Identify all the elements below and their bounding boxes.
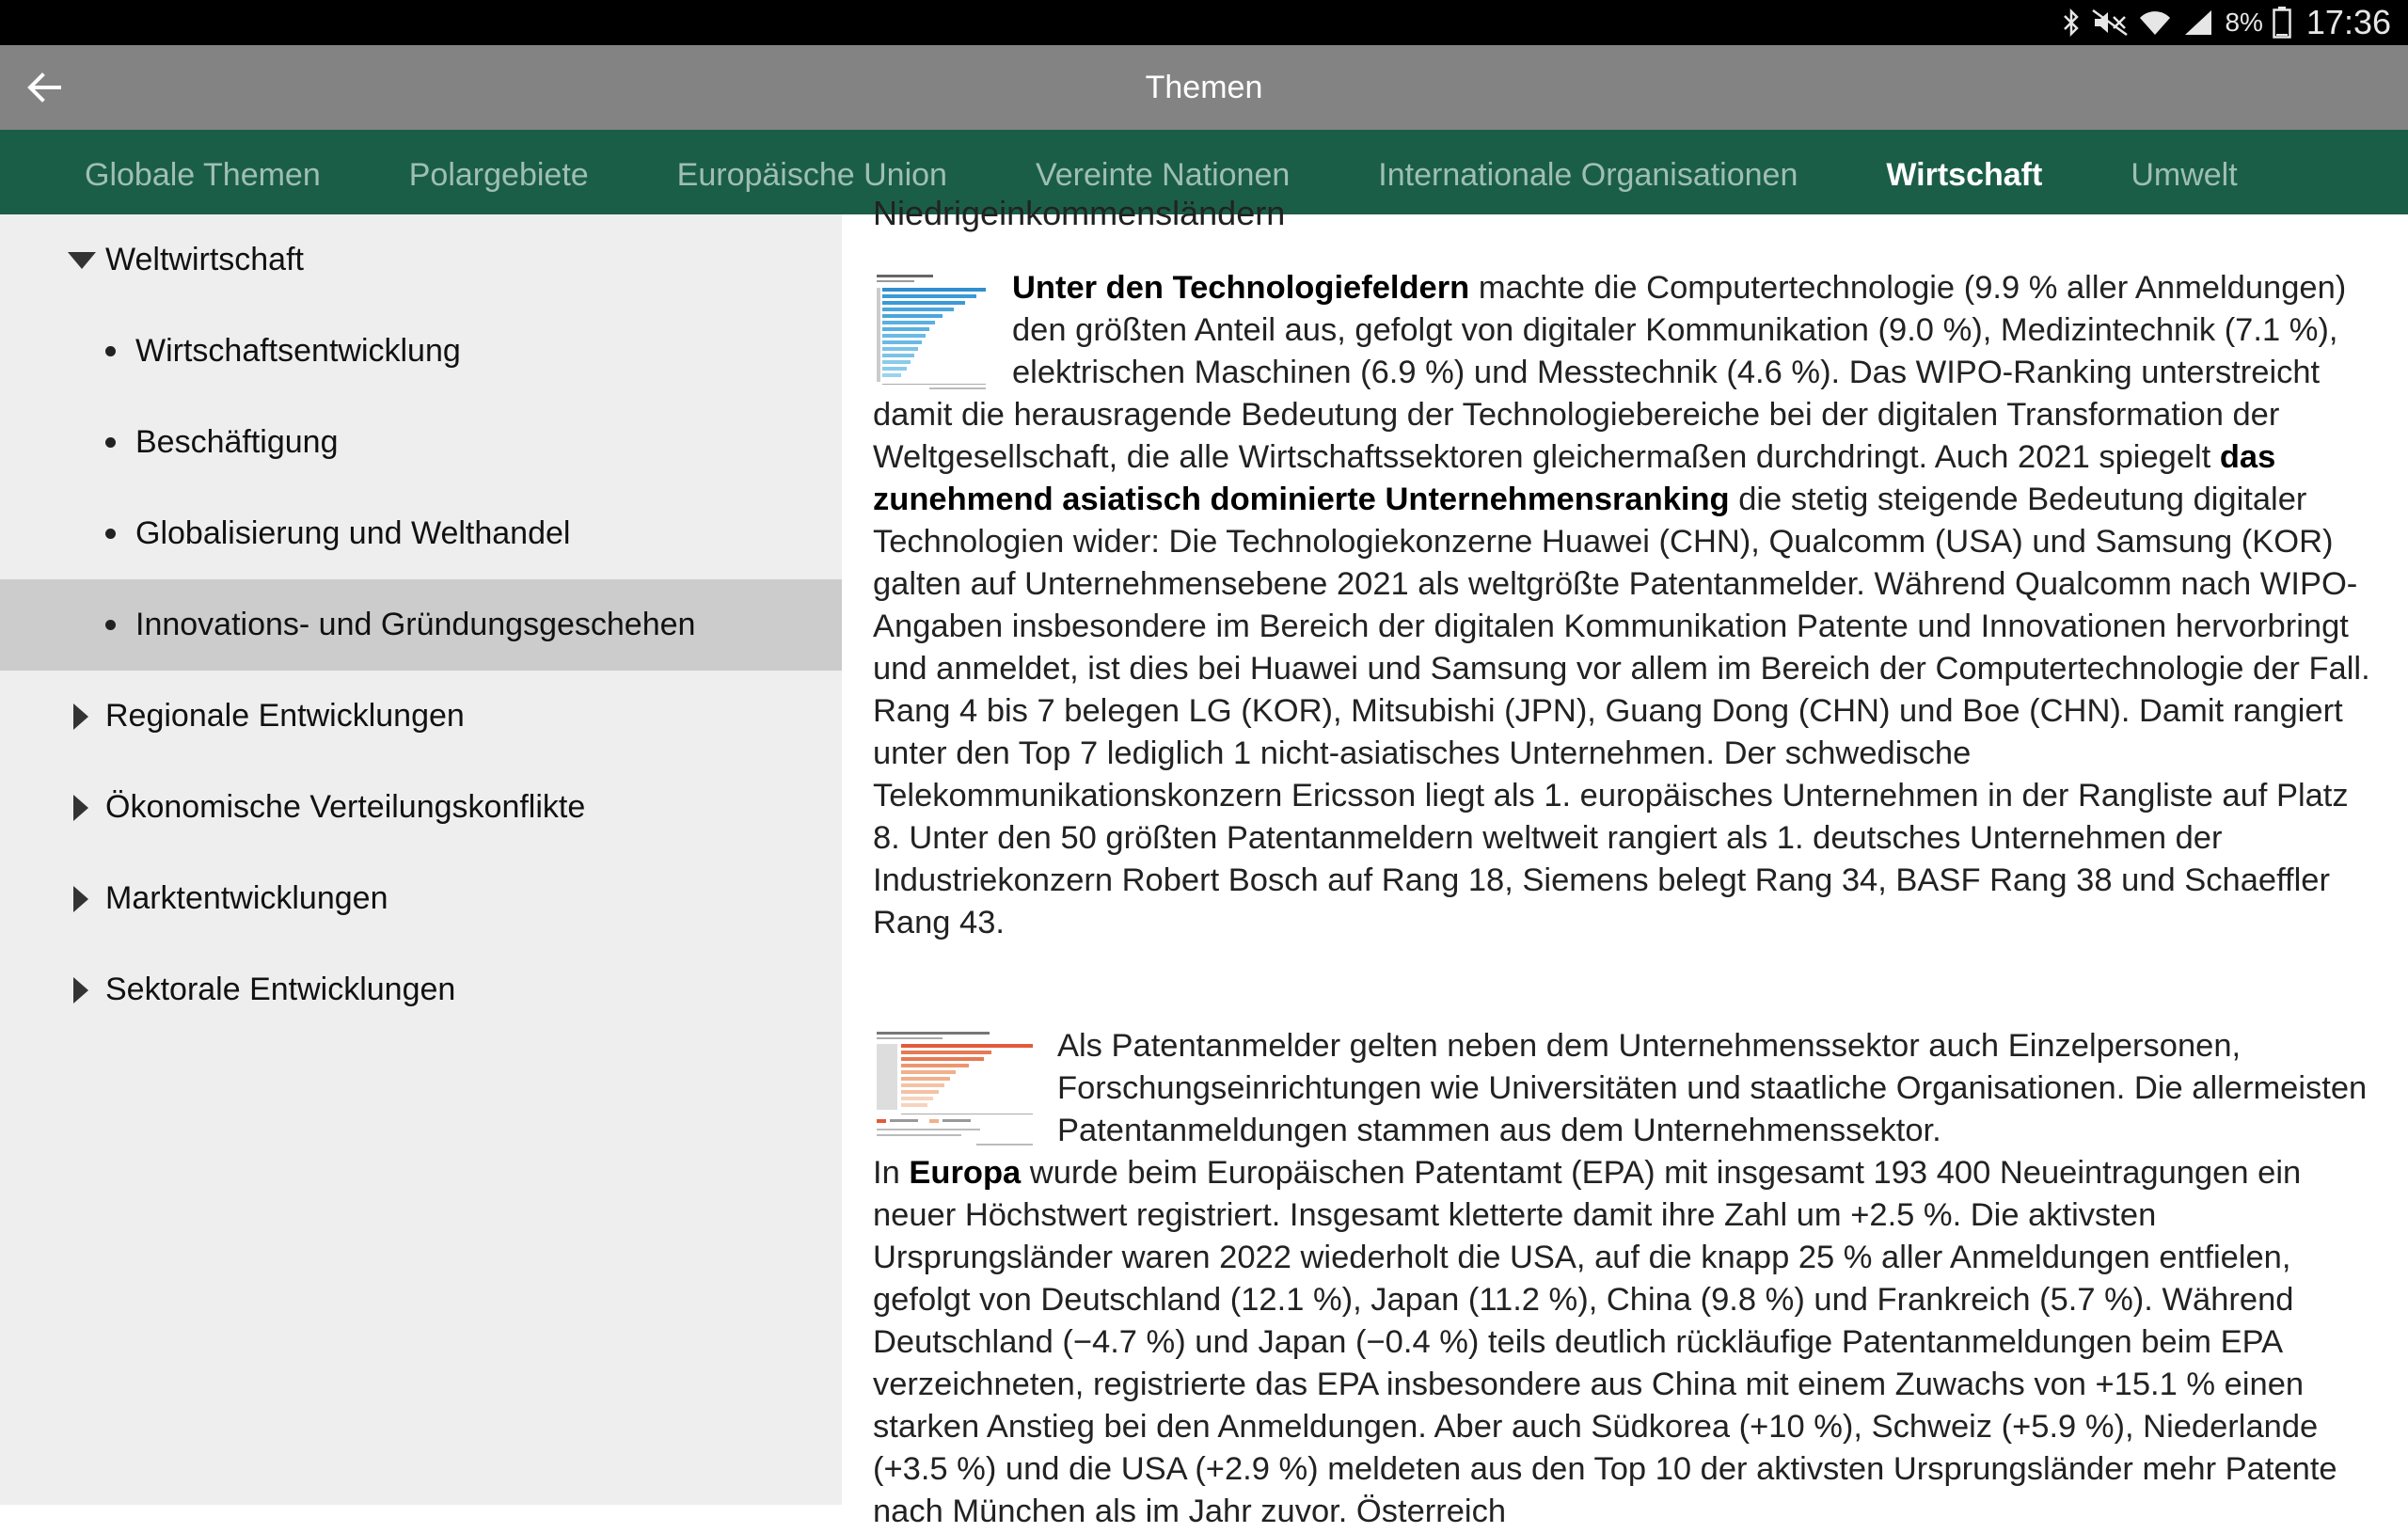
clock: 17:36 (2305, 3, 2391, 41)
sidebar-item-beschaeftigung[interactable] (0, 397, 842, 488)
body-text: machte die Computertechnologie (9.9 % aller Anmeldungen) den größten Anteil aus, gefolgt von digitaler Kommunikation (9.0 %), Medizintechnik (7.1 %), elektrischen Maschinen (6.9 %) und Messtechnik (4.6 %). Das WIPO-Ranking unterstreicht damit die herausragende Bedeutung der Technologiebereiche bei der digitalen Transformation der Weltgesellschaft, die alle Wirtschaftssektoren gleichermaßen durchdringt. Auch 2021 spiegelt (873, 270, 2347, 475)
sidebar-item-weltwirtschaft[interactable] (0, 214, 842, 306)
caret-down-icon (68, 214, 96, 306)
sidebar-item-innovation[interactable] (0, 579, 842, 671)
sidebar-item-label: Innovations- und Gründungsgeschehen (135, 607, 696, 642)
tab-wirtschaft[interactable]: Wirtschaft (1886, 157, 2043, 193)
bullet-icon (105, 437, 116, 448)
sidebar-item-sektorale-entwicklungen[interactable] (0, 944, 842, 1035)
signal-icon (2181, 8, 2215, 37)
status-icons (2061, 0, 2391, 45)
sidebar-item-label: Weltwirtschaft (105, 242, 304, 277)
article-paragraph (873, 1025, 2378, 1533)
chart-thumbnail[interactable] (873, 269, 995, 394)
body-text: wurde beim Europäischen Patentamt (EPA) mit insgesamt 193 400 Neueintragungen ein neuer Höchstwert registriert. Insgesamt kletterte damit ihre Zahl um +2.5 %. Die aktivsten Ursprungsländer waren 2022 wiederholt die USA, auf die knapp 25 % aller Anmeldungen entfielen, gefolgt von Deutschland (12.1 %), Japan (11.2 %), China (9.8 %) und Frankreich (5.7 %). Während Deutschland (−4.7 %) und Japan (−0.4 %) teils deutlich rückläufige Patentanmeldungen beim EPA verzeichneten, registrierte das EPA insbesondere aus China mit einem Zuwachs von +15.1 % einen starken Anstieg bei den Anmeldungen. Aber auch Südkorea (+10 %), Schweiz (+5.9 %), Niederlande (+3.5 %) und die USA (+2.9 %) meldeten aus den Top 10 der aktivsten Ursprungsländer mehr Patente nach München als im Jahr zuvor. Österreich (873, 1155, 2337, 1529)
sidebar-item-wirtschaftsentwicklung[interactable] (0, 306, 842, 397)
wifi-icon (2138, 8, 2172, 37)
sidebar-item-label: Wirtschaftsentwicklung (135, 333, 461, 369)
bold-text: Unter den Technologiefeldern (1012, 270, 1470, 306)
article-content[interactable] (842, 194, 2408, 1529)
app-bar (0, 45, 2408, 130)
sidebar-item-verteilungskonflikte[interactable] (0, 762, 842, 853)
sidebar-item-label: Beschäftigung (135, 424, 339, 460)
partial-text-line: Niedrigeinkommensländern (873, 194, 1286, 232)
body-text: Als Patentanmelder gelten neben dem Unternehmenssektor auch Einzelpersonen, Forschungseinrichtungen wie Universitäten und staatliche Organisationen. Die allermeisten Patentanmeldungen stammen aus dem Unternehmenssektor. (1057, 1028, 2368, 1148)
chart-thumbnail[interactable] (873, 1027, 1040, 1152)
bold-text: Europa (909, 1155, 1022, 1191)
page-title: Themen (1145, 70, 1263, 105)
arrow-left-icon (25, 69, 63, 106)
bluetooth-icon (2061, 8, 2082, 37)
body-text: In (873, 1155, 910, 1191)
bold-text: das zunehmend asiatisch dominierte Unternehmensranking (873, 439, 2276, 517)
sidebar-item-regionale-entwicklungen[interactable] (0, 671, 842, 762)
sidebar (0, 214, 842, 1505)
body-text: die stetig steigende Bedeutung digitaler Technologien wider: Die Technologiekonzerne Huawei (CHN), Qualcomm (USA) und Samsung (KOR) galten auf Unternehmensebene 2021 als weltgrößte Patentanmelder. Während Qualcomm nach WIPO-Angaben insbesondere im Bereich der digitalen Kommunikation Patente und Innovationen hervorbringt und anmeldet, ist dies bei Huawei und Samsung vor allem im Bereich der Computertechnologie der Fall. Rang 4 bis 7 belegen LG (KOR), Mitsubishi (JPN), Guang Dong (CHN) und Boe (CHN). Damit rangiert unter den Top 7 lediglich 1 nicht-asiatisches Unternehmen. Der schwedische Telekommunikationskonzern Ericsson liegt als 1. europäisches Unternehmen in der Rangliste auf Platz 8. Unter den 50 größten Patentanmeldern weltweit rangiert als 1. deutsches Unternehmen der Industriekonzern Robert Bosch auf Rang 18, Siemens belegt Rang 34, BASF Rang 38 und Schaeffler Rang 43. (873, 482, 2370, 940)
sidebar-item-label: Ökonomische Verteilungskonflikte (105, 789, 586, 825)
bullet-icon (105, 620, 116, 630)
status-bar (0, 0, 2408, 45)
sidebar-item-label: Regionale Entwicklungen (105, 698, 465, 734)
sidebar-item-label: Globalisierung und Welthandel (135, 515, 571, 551)
caret-right-icon (73, 671, 88, 762)
sidebar-item-marktentwicklungen[interactable] (0, 853, 842, 944)
caret-right-icon (73, 762, 88, 853)
caret-right-icon (73, 853, 88, 944)
tab-internationale-organisationen[interactable]: Internationale Organisationen (1378, 157, 1798, 193)
back-button[interactable] (17, 60, 71, 115)
battery-percent: 8% (2225, 8, 2263, 37)
mute-icon (2091, 8, 2129, 37)
tab-vereinte-nationen[interactable]: Vereinte Nationen (1035, 157, 1291, 193)
battery-icon (2273, 7, 2291, 39)
sidebar-item-label: Marktentwicklungen (105, 880, 388, 916)
tab-globale-themen[interactable]: Globale Themen (85, 157, 321, 193)
bullet-icon (105, 346, 116, 356)
sidebar-item-label: Sektorale Entwicklungen (105, 972, 456, 1007)
tab-polargebiete[interactable]: Polargebiete (408, 157, 589, 193)
tab-europaeische-union[interactable]: Europäische Union (676, 157, 947, 193)
sidebar-item-globalisierung[interactable] (0, 488, 842, 579)
bullet-icon (105, 529, 116, 539)
article-paragraph (873, 267, 2378, 944)
tab-umwelt[interactable]: Umwelt (2131, 157, 2238, 193)
caret-right-icon (73, 944, 88, 1035)
